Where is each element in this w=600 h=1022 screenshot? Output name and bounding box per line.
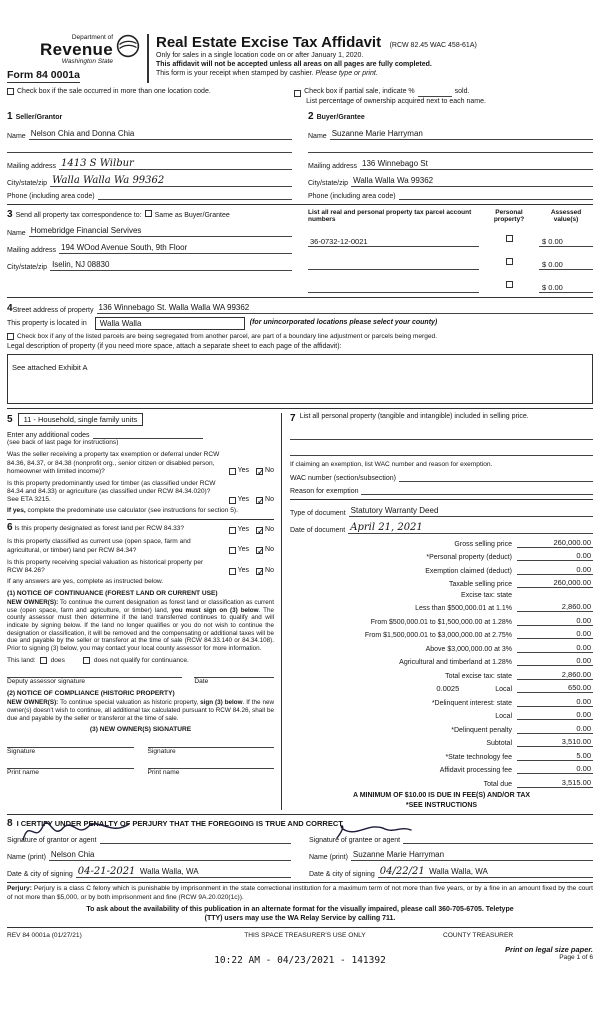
sign-below-bold: sign (3) below xyxy=(200,699,243,707)
correspondence-name-value: Homebridge Financial Servives xyxy=(30,226,142,236)
paragraph-text: To continue the current designation as forest land or classification as current use (open space, farm and agriculture, or timber) land, xyxy=(7,598,274,614)
alternate-format-line-2: (TTY) users may use the WA Relay Service by calling 711. xyxy=(204,914,396,922)
segregated-checkbox[interactable] xyxy=(7,333,14,340)
tier-1-value[interactable]: 2,860.00 xyxy=(517,602,593,612)
header-note-3-emphasis: Please type or print. xyxy=(315,69,378,77)
footer-row xyxy=(7,932,593,940)
section-6-number: 6 xyxy=(7,521,13,533)
yes-label: Yes xyxy=(237,546,250,554)
reason-exemption-label: Reason for exemption xyxy=(290,488,359,496)
grantor-signature-field[interactable] xyxy=(100,834,291,844)
assessed-value-field[interactable]: $ 0.00 xyxy=(539,260,593,270)
tax-computation-table xyxy=(290,538,593,811)
buyer-name-value: Suzanne Marie Harryman xyxy=(331,128,423,138)
seller-mailing-label: Mailing address xyxy=(7,162,57,170)
located-in-label: This property is located in xyxy=(7,320,87,328)
buyer-name-label: Name xyxy=(308,132,327,140)
parcel-number-field[interactable] xyxy=(308,260,479,270)
grantee-signing-block xyxy=(309,831,593,878)
county-select[interactable]: Walla Walla xyxy=(95,317,245,330)
section-divider xyxy=(290,499,593,500)
does-not-checkbox[interactable] xyxy=(83,657,90,664)
dor-logo-icon xyxy=(116,34,140,58)
additional-codes-note: (see back of last page for instructions) xyxy=(7,439,119,447)
tier-1-label: Less than $500,000.01 at 1.1% xyxy=(415,605,512,613)
section-5-number: 5 xyxy=(7,414,13,426)
no-label: No xyxy=(265,566,274,574)
yes-checkbox[interactable] xyxy=(229,497,236,504)
wac-number-field[interactable] xyxy=(399,472,593,482)
this-land-label: This land: xyxy=(7,656,36,664)
local-label: Local xyxy=(495,686,512,694)
parcel-row xyxy=(308,229,593,247)
correspondence-name-field[interactable] xyxy=(29,223,292,237)
no-checkbox[interactable]: ✓ xyxy=(257,495,265,506)
section-2-number: 2 xyxy=(308,110,314,122)
correspondence-mailing-label: Mailing address xyxy=(7,247,57,255)
tax-column xyxy=(281,413,593,810)
signature-label: Signature xyxy=(147,747,176,755)
partial-sale-label: Check box if partial sale, indicate % xyxy=(304,88,415,96)
tier-4-value[interactable]: 0.00 xyxy=(517,643,593,653)
header-note-1: Only for sales in a single location code on or after January 1, 2020. xyxy=(156,52,364,59)
rcw-reference: (RCW 82.45 WAC 458-61A) xyxy=(389,42,477,49)
footer-divider xyxy=(7,927,593,928)
grantor-printname-value: Nelson Chia xyxy=(50,850,95,860)
parcel-number-field[interactable]: 36-0732-12-0021 xyxy=(308,237,479,247)
same-as-buyer-checkbox[interactable] xyxy=(145,210,152,217)
grantee-date-label: Date & city of signing xyxy=(309,871,375,879)
property-section xyxy=(7,300,593,404)
section-3-number: 3 xyxy=(7,208,13,220)
partial-sale-checkbox[interactable] xyxy=(294,90,301,97)
segregated-label: Check box if any of the listed parcels are being segregated from another parcel, are part of a boundary line adjustment or parcels being merged. xyxy=(17,333,438,341)
grantee-printname-field[interactable] xyxy=(351,847,593,861)
type-of-document-label: Type of document xyxy=(290,510,346,518)
legal-description-label: Legal description of property (if you need more space, attach a separate sheet to each page of the affidavit): xyxy=(7,343,342,351)
buyer-city-label: City/state/zip xyxy=(308,179,349,187)
date-of-document-label: Date of document xyxy=(290,527,346,535)
exemption-deferral-question xyxy=(7,451,274,476)
no-label: No xyxy=(265,467,274,475)
perjury-bold: Perjury: xyxy=(7,885,32,893)
delinquent-penalty-value[interactable]: 0.00 xyxy=(517,724,593,734)
notice-continuance-heading: (1) NOTICE OF CONTINUANCE (FOREST LAND OR CURRENT USE) xyxy=(7,589,218,597)
personal-property-checkbox[interactable] xyxy=(506,235,513,242)
buyer-city-field[interactable] xyxy=(351,173,593,187)
grantor-date-value: 04-21-2021 xyxy=(77,866,136,878)
multi-location-label: Check box if the sale occurred in more than one location code. xyxy=(17,88,211,95)
reason-exemption-field[interactable] xyxy=(361,485,593,495)
correspondence-parcels-section xyxy=(7,209,593,294)
tier-2-value[interactable]: 0.00 xyxy=(517,616,593,626)
if-yes-rest: complete the predominate use calculator (see instructions for section 5). xyxy=(25,506,238,514)
correspondence-intro: Send all property tax correspondence to: xyxy=(15,211,142,219)
parcel-table xyxy=(308,209,593,294)
yes-label: Yes xyxy=(237,467,250,475)
dor-logo-block xyxy=(7,34,147,83)
department-of-label: Department of xyxy=(71,34,113,41)
correspondence-city-field[interactable] xyxy=(50,257,292,271)
yes-checkbox[interactable] xyxy=(229,568,236,575)
seller-city-value: Walla Walla Wa 99362 xyxy=(52,174,165,186)
legal-description-value: See attached Exhibit A xyxy=(12,363,88,373)
washington-state-label: Washington State xyxy=(61,58,113,65)
buyer-phone-label: Phone (including area code) xyxy=(308,192,396,200)
total-excise-state-label: Total excise tax: state xyxy=(445,672,512,680)
see-instructions-note: *SEE INSTRUCTIONS xyxy=(405,801,478,809)
personal-property-list-field[interactable] xyxy=(290,428,593,440)
no-label: No xyxy=(265,495,274,503)
seller-grantor-section xyxy=(7,111,292,200)
buyer-phone-field[interactable] xyxy=(399,190,593,200)
alternate-format-notice xyxy=(7,906,593,924)
assessed-value-field[interactable]: $ 0.00 xyxy=(539,237,593,247)
located-in-note: (for unincorporated locations please select your county) xyxy=(249,319,438,327)
parcel-row xyxy=(308,252,593,270)
section-7-number: 7 xyxy=(290,413,296,425)
seller-name-extra-field[interactable] xyxy=(7,143,292,153)
alternate-format-line-1: To ask about the availability of this publication in an alternate format for the visually impaired, please call 360-705-6705. Teletype xyxy=(86,905,514,913)
yes-checkbox[interactable] xyxy=(229,547,236,554)
buyer-mailing-value: 136 Winnebago St xyxy=(362,158,428,168)
wac-number-label: WAC number (section/subsection) xyxy=(290,475,396,483)
personal-property-deduct-label: *Personal property (deduct) xyxy=(426,554,512,562)
tier-2-label: From $500,000.01 to $1,500,000.00 at 1.28% xyxy=(370,618,512,626)
multi-location-row xyxy=(7,88,294,107)
correspondence-city-value: Iselin, NJ 08830 xyxy=(52,260,110,270)
section-6 xyxy=(7,522,274,777)
taxable-selling-price-label: Taxable selling price xyxy=(448,581,512,589)
rev-form-id: REV 84 0001a (01/27/21) xyxy=(7,932,82,940)
exemption-claimed-label: Exemption claimed (deduct) xyxy=(425,567,512,575)
gross-selling-price-label: Gross selling price xyxy=(454,540,512,548)
notice-continuance-paragraph xyxy=(7,599,274,653)
buyer-name-field[interactable] xyxy=(330,126,593,140)
section-divider xyxy=(7,408,593,409)
delinquent-interest-local-value[interactable]: 0.00 xyxy=(517,710,593,720)
print-legal-size-note: Print on legal size paper. xyxy=(505,944,593,954)
new-owners-bold: NEW OWNER(S): xyxy=(7,699,59,707)
title-block xyxy=(147,34,593,83)
perjury-text: Perjury is a class C felony which is punishable by imprisonment in the state correctional institution for a maximum term of not more than five years, or by a fine in an amount fixed by the court of not more than $5,000, or by both imprisonment and fine (RCW 9A.20.020(1c)). xyxy=(7,885,593,901)
section-divider xyxy=(7,519,274,520)
bottom-strip xyxy=(7,943,593,979)
current-use-question xyxy=(7,538,274,557)
grantee-date-field[interactable] xyxy=(378,864,593,878)
if-yes-note xyxy=(7,507,274,515)
partial-sale-block xyxy=(294,88,593,107)
agricultural-timberland-value[interactable]: 0.00 xyxy=(517,656,593,666)
ownership-note: List percentage of ownership acquired next to each name. xyxy=(306,98,486,105)
print-name-label: Print name xyxy=(7,768,39,776)
if-any-yes-note: If any answers are yes, complete as instructed below. xyxy=(7,578,164,586)
does-not-label: does not qualify for continuance. xyxy=(93,656,189,664)
no-checkbox[interactable]: ✓ xyxy=(257,546,265,557)
excise-tax-state-header: Excise tax: state xyxy=(461,591,512,599)
section-5 xyxy=(7,413,274,515)
does-label: does xyxy=(50,656,65,664)
seller-phone-field[interactable] xyxy=(98,190,292,200)
section-8-number: 8 xyxy=(7,818,13,830)
yes-label: Yes xyxy=(237,566,250,574)
header-note-3 xyxy=(156,70,593,79)
partial-sale-sold-label: sold. xyxy=(454,88,470,96)
grantee-signature-label: Signature of grantee or agent xyxy=(309,837,401,845)
personal-property-checkbox[interactable] xyxy=(506,281,513,288)
total-excise-state-value[interactable]: 2,860.00 xyxy=(517,670,593,680)
assessed-value-field[interactable]: $ 0.00 xyxy=(539,283,593,293)
subtotal-label: Subtotal xyxy=(486,740,512,748)
partial-sale-percent-input[interactable] xyxy=(418,88,452,97)
certification-section xyxy=(7,818,593,878)
no-label: No xyxy=(265,546,274,554)
notice-compliance-heading: (2) NOTICE OF COMPLIANCE (HISTORIC PROPERTY) xyxy=(7,690,175,698)
if-yes-bold: If yes, xyxy=(7,506,26,514)
street-address-label: Street address of property xyxy=(12,307,94,315)
land-qualify-row xyxy=(7,657,274,665)
parties-section xyxy=(7,111,593,200)
taxable-selling-price-value[interactable]: 260,000.00 xyxy=(517,578,593,588)
top-checkbox-row xyxy=(7,88,593,107)
question-text: Is this property predominantly used for timber (as classified under RCW 84.34 and 84.33) or agriculture (as classified under RCW 84.34.020)? See ETA 3215. xyxy=(7,480,216,504)
does-checkbox[interactable] xyxy=(40,657,47,664)
header-note-3-text: This form is your receipt when stamped by cashier. xyxy=(156,69,316,77)
buyer-mailing-label: Mailing address xyxy=(308,162,358,170)
form-title: Real Estate Excise Tax Affidavit xyxy=(156,34,382,51)
parcel-row xyxy=(308,275,593,293)
assessed-value-header: Assessed value(s) xyxy=(550,208,582,224)
type-of-document-value: Statutory Warranty Deed xyxy=(350,506,439,516)
grantor-printname-label: Name (print) xyxy=(7,854,46,862)
perjury-notice xyxy=(7,885,593,901)
grantor-printname-field[interactable] xyxy=(49,847,291,861)
state-technology-fee-label: *State technology fee xyxy=(445,753,512,761)
question-text xyxy=(7,522,224,535)
grantee-printname-label: Name (print) xyxy=(309,854,348,862)
correspondence-section xyxy=(7,209,292,294)
page-number: Page 1 of 6 xyxy=(559,953,593,961)
print-name-label: Print name xyxy=(147,768,180,776)
deputy-assessor-signature-label: Deputy assessor signature xyxy=(7,677,86,685)
gross-selling-price-value[interactable]: 260,000.00 xyxy=(517,538,593,548)
must-sign-bold: you must sign on (3) below xyxy=(171,606,259,614)
parcel-number-field[interactable] xyxy=(308,283,479,293)
no-checkbox[interactable]: ✓ xyxy=(257,566,265,577)
legal-description-box[interactable] xyxy=(7,354,593,404)
new-owners-bold: NEW OWNER(S): xyxy=(7,598,59,606)
affidavit-page xyxy=(7,34,593,979)
seller-name-field[interactable] xyxy=(29,126,292,140)
date-of-document-field[interactable] xyxy=(348,520,593,534)
paragraph-text: . The county assessor must then determine if the land transferred continues to qualify and will indicate by signing below. If the land no longer qualifies or you do not wish to continue the designation or classification, it will be removed and the compensating or additional taxes will be due and payable by the seller or transferor at the time of sale (RCW 84.33.140 or 84.34.108). Prior to signing (3) below, you may contact your local county assessor for more information. xyxy=(7,606,274,652)
mid-columns xyxy=(7,413,593,810)
yes-label: Yes xyxy=(237,495,250,503)
personal-property-intro: List all personal property (tangible and intangible) included in selling price. xyxy=(299,413,529,421)
no-label: No xyxy=(265,525,274,533)
forest-land-question xyxy=(7,522,274,535)
cashier-timestamp: 10:22 AM - 04/23/2021 - 141392 xyxy=(214,954,386,966)
grantor-city-value: Walla Walla, WA xyxy=(139,867,199,877)
question-body: Is this property designated as forest land per RCW 84.33? xyxy=(14,524,185,532)
seller-phone-label: Phone (including area code) xyxy=(7,192,95,200)
minimum-due-note: A MINIMUM OF $10.00 IS DUE IN FEE(S) AND/OR TAX xyxy=(352,791,531,799)
yes-checkbox[interactable] xyxy=(229,468,236,475)
grantee-printname-value: Suzanne Marie Harryman xyxy=(352,850,445,860)
state-technology-fee-value[interactable]: 5.00 xyxy=(517,751,593,761)
personal-property-header: Personal property? xyxy=(493,208,525,224)
section-divider xyxy=(7,882,593,883)
correspondence-city-label: City/state/zip xyxy=(7,264,48,272)
delinquent-interest-local-label: Local xyxy=(495,713,512,721)
exemption-claimed-value[interactable]: 0.00 xyxy=(517,565,593,575)
exemption-note: If claiming an exemption, list WAC number and reason for exemption. xyxy=(290,461,493,469)
deputy-date-label: Date xyxy=(194,677,209,685)
grantor-signature-label: Signature of grantor or agent xyxy=(7,837,97,845)
historical-property-question xyxy=(7,559,274,575)
multi-location-checkbox[interactable] xyxy=(7,88,14,95)
affidavit-processing-fee-label: Affidavit processing fee xyxy=(439,767,512,775)
seller-mailing-value: 1413 S Wilbur xyxy=(61,157,134,169)
additional-codes-label: Enter any additional codes xyxy=(7,432,90,440)
buyer-city-value: Walla Walla Wa 99362 xyxy=(353,175,434,185)
tier-3-label: From $1,500,000.01 to $3,000,000.00 at 2.75% xyxy=(364,632,512,640)
seller-mailing-field[interactable] xyxy=(59,156,292,170)
section-divider xyxy=(7,204,593,205)
buyer-grantee-title: Buyer/Grantee xyxy=(316,113,365,121)
question-text: Was the seller receiving a property tax exemption or deferral under RCW 84.36, 84.37, or 84.38 (nonprofit org., senior citizen or disabled person, homeowner with limited income)? xyxy=(7,451,220,475)
form-header xyxy=(7,34,593,83)
date-of-document-value: April 21, 2021 xyxy=(350,522,423,534)
local-rate-value: 0.0025 xyxy=(436,684,460,694)
same-as-buyer-label: Same as Buyer/Grantee xyxy=(154,211,230,219)
delinquent-interest-state-value[interactable]: 0.00 xyxy=(517,697,593,707)
paragraph-text: To continue special valuation as historic property, xyxy=(58,699,201,707)
notice-compliance-paragraph xyxy=(7,699,274,722)
grantee-city-value: Walla Walla, WA xyxy=(429,867,488,877)
personal-property-checkbox[interactable] xyxy=(506,258,513,265)
parcel-numbers-header: List all real and personal property tax parcel account numbers xyxy=(308,208,472,224)
grantor-date-label: Date & city of signing xyxy=(7,871,73,879)
timber-agriculture-question xyxy=(7,480,274,505)
paragraph-text: . If the new owner(s) doesn't wish to continue, all additional tax calculated pursuant to RCW 84.26, shall be due and payable by the seller or transferor at the time of sale. xyxy=(7,699,274,722)
total-due-label: Total due xyxy=(483,780,512,788)
seller-name-value: Nelson Chia and Donna Chia xyxy=(30,128,135,138)
correspondence-mailing-value: 194 WOod Avenue South, 9th Floor xyxy=(61,243,188,253)
treasurer-space-label: THIS SPACE TREASURER'S USE ONLY xyxy=(244,932,366,940)
seller-city-field[interactable] xyxy=(50,173,292,187)
buyer-grantee-section xyxy=(308,111,593,200)
grantee-signature-field[interactable] xyxy=(403,834,593,844)
yes-checkbox[interactable] xyxy=(229,527,236,534)
signature-label: Signature xyxy=(7,747,36,755)
seller-city-label: City/state/zip xyxy=(7,179,48,187)
street-address-field[interactable] xyxy=(97,300,594,314)
affidavit-processing-fee-value[interactable]: 0.00 xyxy=(517,764,593,774)
land-use-code-field[interactable]: 11 - Household, single family units xyxy=(18,413,144,426)
yes-label: Yes xyxy=(237,525,250,533)
grantor-signing-block xyxy=(7,831,291,878)
total-due-value[interactable]: 3,515.00 xyxy=(517,778,593,788)
personal-property-list-field[interactable] xyxy=(290,444,593,456)
subtotal-value[interactable]: 3,510.00 xyxy=(517,737,593,747)
correspondence-mailing-field[interactable] xyxy=(59,240,292,254)
tier-4-label: Above $3,000,000.00 at 3% xyxy=(425,645,512,653)
section-divider xyxy=(7,297,593,298)
section-1-number: 1 xyxy=(7,110,13,122)
certification-statement: I CERTIFY UNDER PENALTY OF PERJURY THAT THE FOREGOING IS TRUE AND CORRECT xyxy=(16,819,343,829)
use-classification-column xyxy=(7,413,281,810)
header-note-2: This affidavit will not be accepted unless all areas on all pages are fully completed. xyxy=(156,60,432,68)
additional-codes-field[interactable] xyxy=(93,429,203,439)
type-of-document-field[interactable] xyxy=(349,503,593,517)
question-text: Is this property classified as current use (open space, farm and agricultural, or timber) land per RCW 84.34? xyxy=(7,538,191,554)
tier-3-value[interactable]: 0.00 xyxy=(517,629,593,639)
no-checkbox[interactable]: ✓ xyxy=(257,525,265,536)
print-note-block xyxy=(505,945,593,963)
seller-name-label: Name xyxy=(7,132,26,140)
delinquent-interest-state-label: *Delinquent interest: state xyxy=(431,699,512,707)
section-divider xyxy=(7,814,593,815)
no-checkbox[interactable]: ✓ xyxy=(257,467,265,478)
revenue-wordmark: Revenue xyxy=(40,40,113,59)
question-text: Is this property receiving special valuation as historical property per RCW 84.26? xyxy=(7,558,204,575)
form-number: Form 84 0001a xyxy=(7,69,80,81)
seller-grantor-title: Seller/Grantor xyxy=(15,113,63,121)
delinquent-penalty-label: *Delinquent penalty xyxy=(451,726,512,734)
grantor-date-field[interactable] xyxy=(76,864,291,878)
buyer-name-extra-field[interactable] xyxy=(308,143,593,153)
grantee-date-value: 04/22/21 xyxy=(379,866,425,878)
correspondence-name-label: Name xyxy=(7,230,26,238)
buyer-mailing-field[interactable] xyxy=(360,156,593,170)
new-owners-signature-heading: (3) NEW OWNER(S) SIGNATURE xyxy=(89,726,192,734)
personal-property-deduct-value[interactable]: 0.00 xyxy=(517,551,593,561)
county-treasurer-label: COUNTY TREASURER xyxy=(443,932,514,940)
local-tax-value[interactable]: 650.00 xyxy=(517,683,593,693)
section-4-number: 4 xyxy=(7,303,13,315)
street-address-value: 136 Winnebago St. Walla Walla WA 99362 xyxy=(98,303,250,313)
agricultural-timberland-label: Agricultural and timberland at 1.28% xyxy=(399,659,512,667)
